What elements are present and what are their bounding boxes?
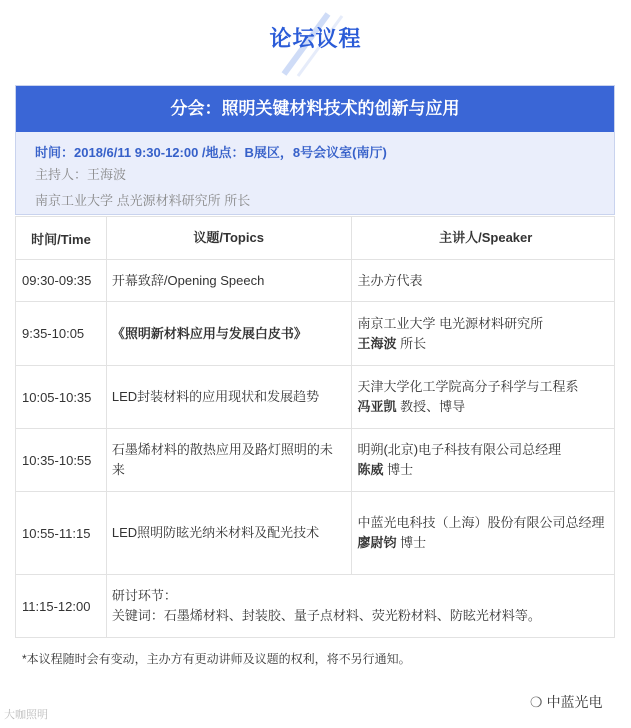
host-name: 王海波 bbox=[87, 167, 127, 182]
discussion-cell bbox=[106, 575, 614, 638]
discussion-keywords: 关键词：石墨烯材料、封装胶、量子点材料、荧光粉材料、防眩光材料等。 bbox=[111, 608, 541, 623]
speaker-name: 冯亚凯 bbox=[357, 399, 397, 414]
speaker-title: 博士 bbox=[396, 535, 427, 550]
header-topic: 议题/Topics bbox=[106, 217, 352, 260]
row-time: 10:35-10:55 bbox=[16, 429, 107, 492]
title-area bbox=[0, 0, 631, 80]
row-topic: 《照明新材料应用与发展白皮书》 bbox=[106, 302, 352, 366]
speaker-title: 博士 bbox=[383, 462, 414, 477]
row-topic: LED照明防眩光纳米材料及配光技术 bbox=[106, 492, 352, 575]
row-time: 11:15-12:00 bbox=[16, 575, 107, 638]
header-time: 时间/Time bbox=[16, 217, 107, 260]
table-row bbox=[16, 302, 615, 366]
table-row bbox=[16, 260, 615, 302]
host-label: 主持人： bbox=[35, 167, 88, 182]
row-topic: LED封装材料的应用现状和发展趋势 bbox=[106, 366, 352, 429]
row-topic: 石墨烯材料的散热应用及路灯照明的未来 bbox=[106, 429, 352, 492]
speaker-org: 明朔(北京)电子科技有限公司总经理 bbox=[357, 442, 562, 457]
speaker-title: 教授、博导 bbox=[396, 399, 466, 414]
table-header-row bbox=[16, 217, 615, 260]
speaker-org: 主办方代表 bbox=[357, 272, 423, 288]
row-speaker bbox=[352, 366, 615, 429]
session-title: 分会：照明关键材料技术的创新与应用 bbox=[16, 86, 614, 132]
row-time: 10:05-10:35 bbox=[16, 366, 107, 429]
header-speaker: 主讲人/Speaker bbox=[352, 217, 615, 260]
discussion-label: 研讨环节： bbox=[111, 588, 177, 603]
session-host bbox=[35, 164, 614, 190]
table-row bbox=[16, 492, 615, 575]
row-speaker bbox=[352, 429, 615, 492]
wechat-icon: ❍ bbox=[530, 694, 543, 710]
row-speaker bbox=[352, 302, 615, 366]
row-time: 9:35-10:05 bbox=[16, 302, 107, 366]
row-time: 10:55-11:15 bbox=[16, 492, 107, 575]
speaker-org: 南京工业大学 电光源材料研究所 bbox=[357, 315, 544, 331]
speaker-title: 所长 bbox=[396, 335, 427, 351]
speaker-name: 王海波 bbox=[357, 335, 397, 351]
speaker-name: 廖尉钧 bbox=[357, 535, 397, 550]
table-row bbox=[16, 429, 615, 492]
speaker-org: 天津大学化工学院高分子科学与工程系 bbox=[357, 379, 579, 394]
table-row bbox=[16, 575, 615, 638]
speaker-name: 陈威 bbox=[357, 462, 384, 477]
speaker-org: 中蓝光电科技（上海）股份有限公司总经理 bbox=[357, 515, 605, 530]
host-affiliation: 南京工业大学 点光源材料研究所 所长 bbox=[35, 193, 251, 208]
row-speaker bbox=[352, 492, 615, 575]
agenda-table bbox=[15, 216, 615, 638]
watermark-left: 大咖照明 bbox=[4, 709, 48, 721]
row-time: 09:30-09:35 bbox=[16, 260, 107, 302]
table-row bbox=[16, 366, 615, 429]
watermark-right-label: 中蓝光电 bbox=[546, 694, 603, 710]
footnote: *本议程随时会有变动，主办方有更动讲师及议题的权利，将不另行通知。 bbox=[22, 652, 411, 666]
page-title: 论坛议程 bbox=[269, 26, 362, 51]
row-speaker bbox=[352, 260, 615, 302]
session-time-place: 时间：2018/6/11 9:30-12:00 /地点：B展区，8号会议室(南厅) bbox=[35, 145, 387, 160]
row-topic: 开幕致辞/Opening Speech bbox=[106, 260, 352, 302]
watermark-right bbox=[530, 692, 603, 712]
session-info bbox=[16, 132, 614, 210]
session-panel bbox=[15, 85, 615, 215]
